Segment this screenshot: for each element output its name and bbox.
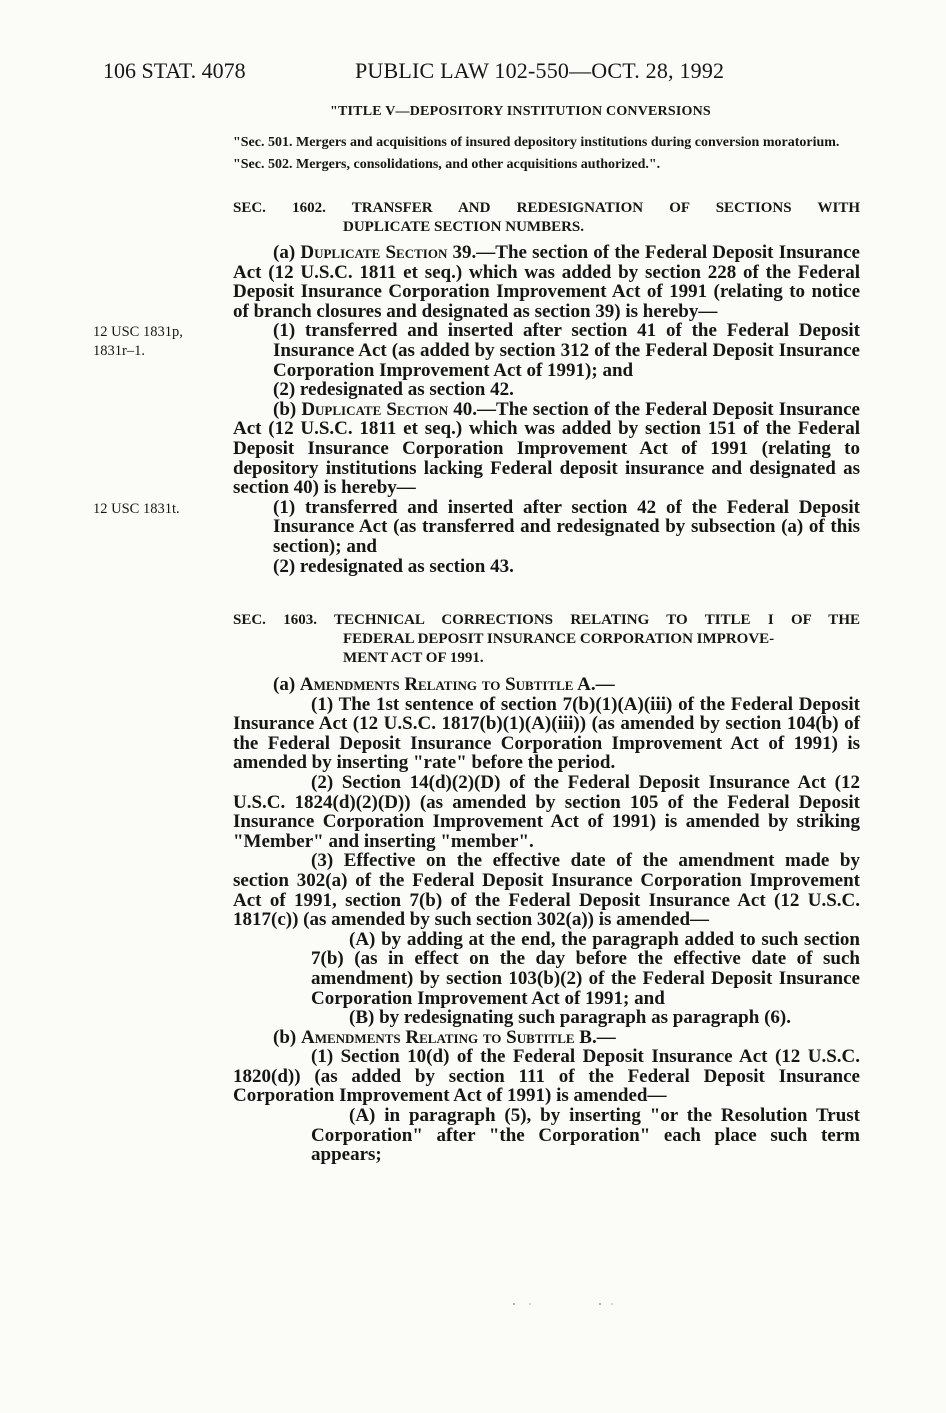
sec-1602-body <box>233 243 860 576</box>
sec-1602-subsection-a <box>233 243 860 321</box>
subsection-label: (b) <box>273 398 302 420</box>
margin-note-line: 12 USC 1831p, <box>93 324 183 340</box>
sec-1603-body <box>233 675 860 1165</box>
subsection-caption: Amendments Relating to Subtitle B. <box>300 1026 597 1048</box>
subsection-label: (a) <box>273 242 301 263</box>
margin-note-1831p <box>93 323 183 361</box>
subsection-caption: Amendments Relating to Subtitle A. <box>299 674 596 695</box>
scan-speck-marks <box>510 1302 630 1306</box>
margin-note-1831t: 12 USC 1831t. <box>93 501 180 517</box>
sec-1602-heading-line1: SEC. 1602. TRANSFER AND REDESIGNATION OF SECTIONS WITH <box>233 200 860 216</box>
subsection-dash: — <box>595 674 615 695</box>
sec-1603-heading <box>233 611 860 668</box>
sec-1602-subsection-b <box>233 400 860 498</box>
sec-1603-a-3-B: (B) by redesignating such paragraph as paragraph (6). <box>349 1007 791 1029</box>
law-title: PUBLIC LAW 102-550—OCT. 28, 1992 <box>355 58 725 83</box>
sec-1602-a-para-2: (2) redesignated as section 42. <box>273 379 514 401</box>
sec-1603-heading-line2: FEDERAL DEPOSIT INSURANCE CORPORATION IMPROVE- <box>343 631 775 647</box>
sec-1603-a-para-2: (2) Section 14(d)(2)(D) of the Federal Deposit Insurance Act (12 U.S.C. 1824(d)(2)(D)) (as amended by section 105 of the Federal Deposit Insurance Corporation Improvement Act of 1991) is amended by striking "Member" and inserting "member". <box>233 771 860 852</box>
subsection-label: (b) <box>273 1026 301 1048</box>
sec-1603-heading-line1: SEC. 1603. TECHNICAL CORRECTIONS RELATING TO TITLE I OF THE <box>233 612 860 628</box>
subsection-text: —The section of the Federal Deposit Insurance Act (12 U.S.C. 1811 et seq.) which was added by section 151 of the Federal Deposit Insurance Corporation Improvement Act of 1991 (relating to depository institutions lacking Federal deposit insurance and designated as section 40) is hereby— <box>233 398 860 499</box>
stat-page-number: 106 STAT. 4078 <box>103 58 246 83</box>
sec-1603-subsection-b <box>233 1028 860 1048</box>
sec-1602-heading <box>233 199 860 237</box>
sec-1603-b-para-1: (1) Section 10(d) of the Federal Deposit Insurance Act (12 U.S.C. 1820(d)) (as added by section 111 of the Federal Deposit Insurance Corporation Improvement Act of 1991) is amended— <box>233 1046 860 1107</box>
sec-1602-heading-line2: DUPLICATE SECTION NUMBERS. <box>343 219 585 235</box>
subsection-caption: Duplicate Section 39. <box>300 242 477 263</box>
sec-1603-a-para-1: (1) The 1st sentence of section 7(b)(1)(A)(iii) of the Federal Deposit Insurance Act (12 U.S.C. 1817(b)(1)(A)(iii)) (as amended by section 104(b) of the Federal Deposit Insurance Corporation Improvement Act of 1991) is amended by inserting "rate" before the period. <box>233 693 860 774</box>
toc-entry-501: "Sec. 501. Mergers and acquisitions of insured depository institutions during conversion moratorium. <box>233 135 840 150</box>
subsection-text: —The section of the Federal Deposit Insurance Act (12 U.S.C. 1811 et seq.) which was added by section 228 of the Federal Deposit Insurance Corporation Improvement Act of 1991 (relating to notice of branch closures and designated as section 39) is hereby— <box>233 242 860 322</box>
toc-title: "TITLE V—DEPOSITORY INSTITUTION CONVERSIONS <box>330 104 711 119</box>
sec-1603-heading-line3: MENT ACT OF 1991. <box>343 650 484 666</box>
page-header <box>103 58 863 88</box>
sec-1602-b-para-2: (2) redesignated as section 43. <box>273 555 514 577</box>
sec-1603-a-para-3: (3) Effective on the effective date of the amendment made by section 302(a) of the Federal Deposit Insurance Corporation Improvement Act of 1991, section 7(b) of the Federal Deposit Insurance Act (12 U.S.C. 1817(c)) (as amended by such section 302(a)) is amended— <box>233 850 860 931</box>
sec-1602-b-para-1: (1) transferred and inserted after section 42 of the Federal Deposit Insurance Act (as transferred and redesignated by subsection (a) of this section); and <box>273 496 860 557</box>
toc-entry-502: "Sec. 502. Mergers, consolidations, and other acquisitions authorized.". <box>233 157 661 172</box>
subsection-caption: Duplicate Section 40. <box>301 398 478 420</box>
subsection-dash: — <box>596 1026 616 1048</box>
sec-1603-b-1-A: (A) in paragraph (5), by inserting "or the Resolution Trust Corporation" after "the Corporation" each place such term appears; <box>311 1105 860 1166</box>
toc-entries <box>233 134 860 173</box>
subsection-label: (a) <box>273 674 300 695</box>
sec-1603-subsection-a <box>233 675 860 695</box>
sec-1603-a-3-A: (A) by adding at the end, the paragraph added to such section 7(b) (as in effect on the day before the effective date of such amendment) by section 103(b)(2) of the Federal Deposit Insurance Corporation Improvement Act of 1991; and <box>311 928 860 1009</box>
margin-note-line: 1831r–1. <box>93 343 145 359</box>
sec-1602-a-para-1: (1) transferred and inserted after section 41 of the Federal Deposit Insurance Act (as added by section 312 of the Federal Deposit Insurance Corporation Improvement Act of 1991); and <box>273 320 860 381</box>
